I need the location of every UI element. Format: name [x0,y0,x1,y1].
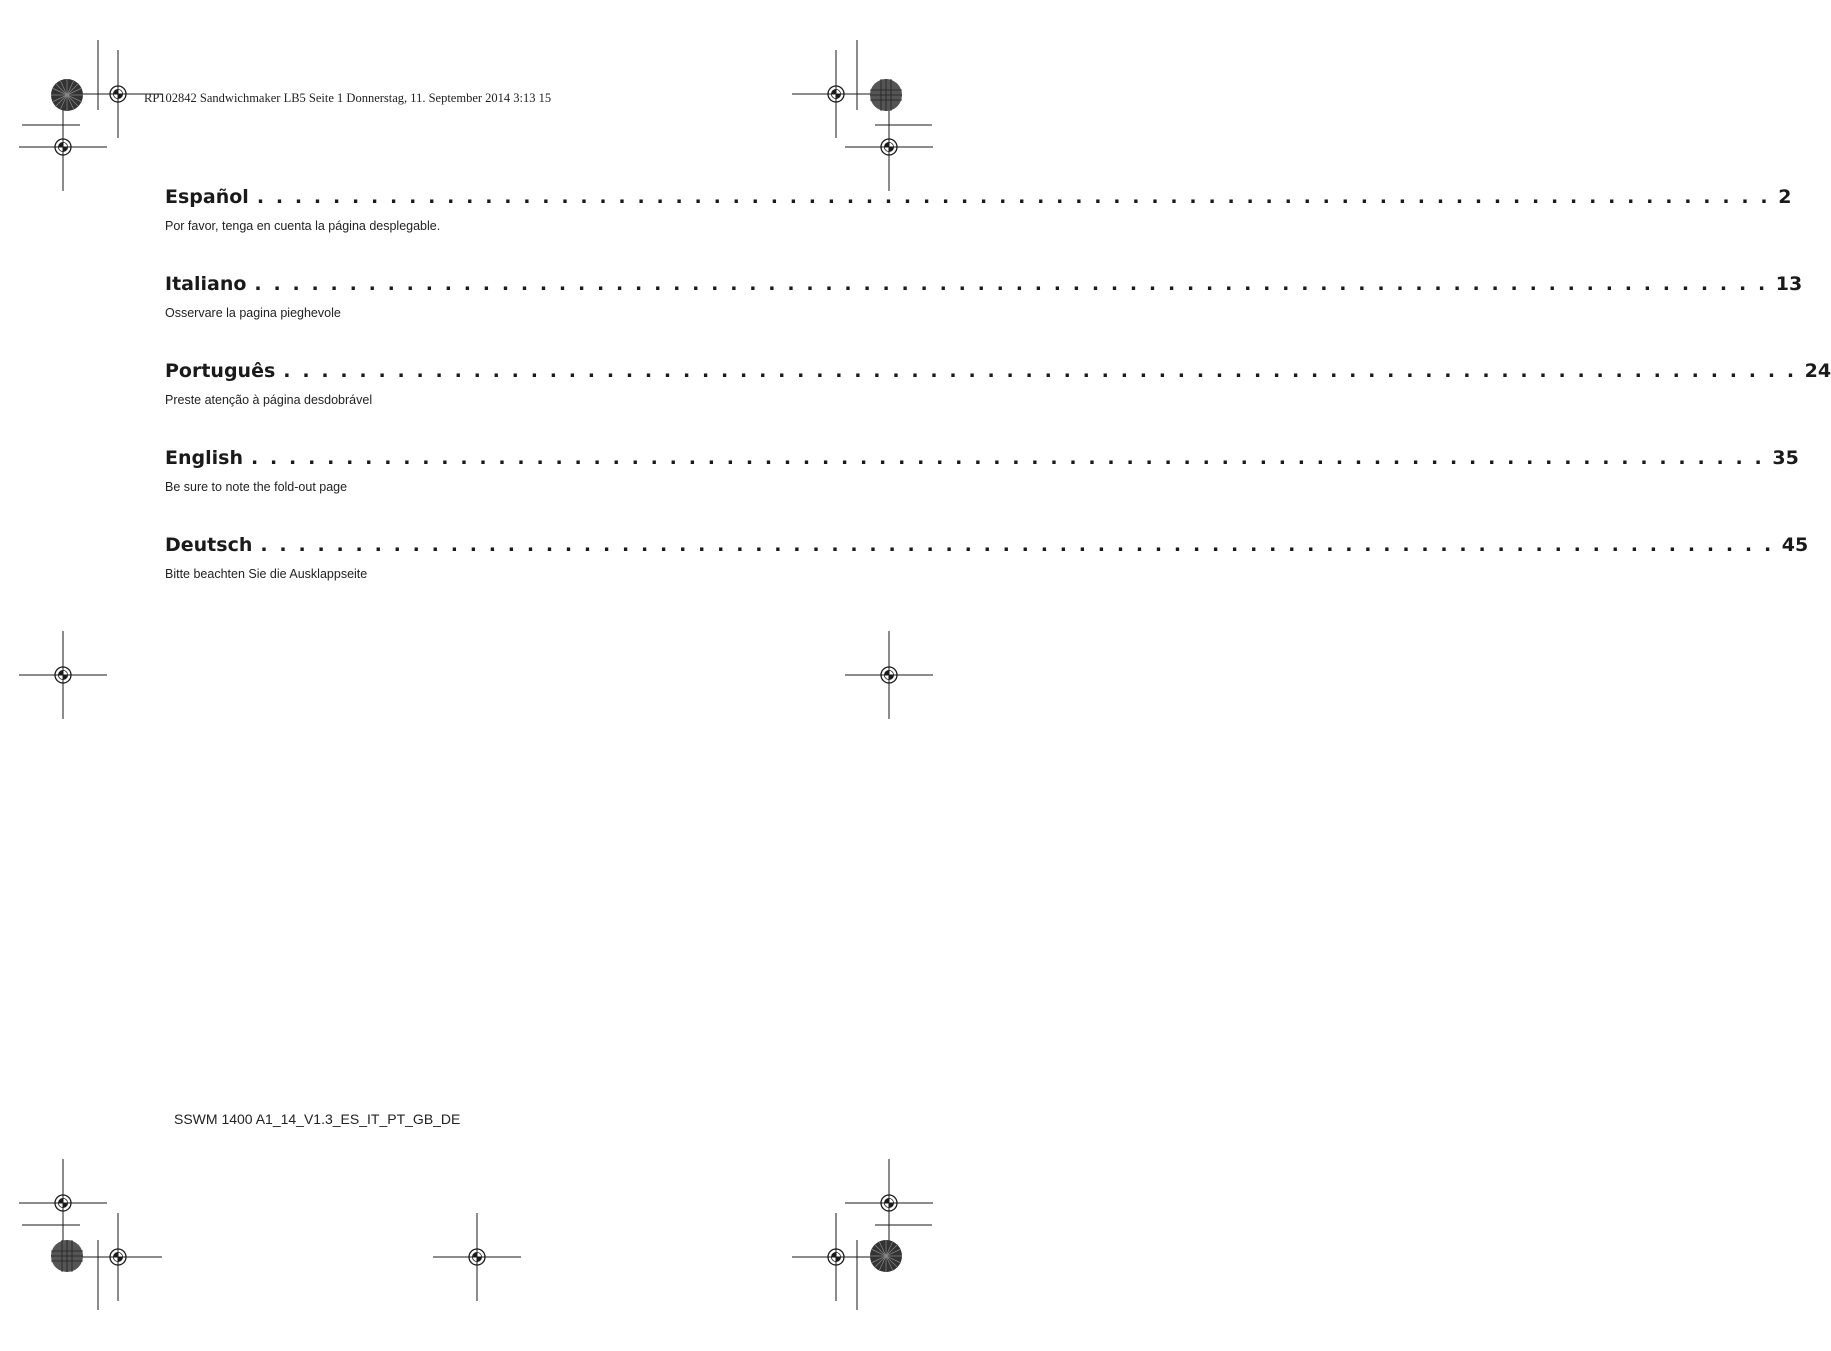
toc-leader: . . . . . . . . . . . . . . . . . . . . . . . . . . . . . . . . . . . . . . . . . . . . . . . . . . . . . . . . . . . . . . . . . . . . . . . . . . . . . . . . [260,534,1774,556]
registration-mark [19,103,107,191]
color-target-bottom-left [51,1240,83,1272]
toc-page-number: 45 [1781,534,1809,556]
toc-language: Deutsch [165,534,253,556]
toc-note: Bitte beachten Sie die Ausklappseite [165,567,368,581]
table-of-contents [165,186,1831,621]
toc-note: Osservare la pagina pieghevole [165,306,341,320]
registration-mark [792,1213,880,1301]
toc-entry-german [165,534,1809,621]
toc-page-number: 35 [1772,447,1799,469]
toc-leader: . . . . . . . . . . . . . . . . . . . . . . . . . . . . . . . . . . . . . . . . . . . . . . . . . . . . . . . . . . . . . . . . . . . . . . . . . . . . . . . . [250,447,1765,469]
registration-mark [74,1213,162,1301]
toc-language: Español [165,186,249,208]
registration-mark [19,631,107,719]
registration-mark [433,1213,521,1301]
registration-mark [845,631,933,719]
toc-leader: . . . . . . . . . . . . . . . . . . . . . . . . . . . . . . . . . . . . . . . . . . . . . . . . . . . . . . . . . . . . . . . . . . . . . . . . . . . . . . . . [256,186,1771,208]
color-target-top-left [51,79,83,111]
toc-entry-portuguese [165,360,1831,447]
toc-language: Português [165,360,276,382]
toc-leader: . . . . . . . . . . . . . . . . . . . . . . . . . . . . . . . . . . . . . . . . . . . . . . . . . . . . . . . . . . . . . . . . . . . . . . . . . . . . . . . . [283,360,1797,382]
registration-mark [845,103,933,191]
toc-entry-italian [165,273,1803,360]
document-code: SSWM 1400 A1_14_V1.3_ES_IT_PT_GB_DE [174,1111,461,1127]
color-target-bottom-right [870,1240,902,1272]
toc-page-number: 2 [1778,186,1792,208]
color-target-top-right [870,79,902,111]
toc-note: Por favor, tenga en cuenta la página desplegable. [165,219,441,233]
toc-entry-spanish [165,186,1792,273]
toc-note: Preste atenção à página desdobrável [165,393,373,407]
toc-page-number: 13 [1775,273,1803,295]
toc-leader: . . . . . . . . . . . . . . . . . . . . . . . . . . . . . . . . . . . . . . . . . . . . . . . . . . . . . . . . . . . . . . . . . . . . . . . . . . . . . . . . [254,273,1768,295]
registration-mark [792,50,880,138]
toc-page-number: 24 [1804,360,1831,382]
registration-mark [19,1159,107,1247]
registration-mark [845,1159,933,1247]
toc-language: English [165,447,243,469]
toc-entry-english [165,447,1799,534]
toc-note: Be sure to note the fold-out page [165,480,348,494]
toc-language: Italiano [165,273,247,295]
slug-line: RP102842 Sandwichmaker LB5 Seite 1 Donnerstag, 11. September 2014 3:13 15 [144,91,552,105]
